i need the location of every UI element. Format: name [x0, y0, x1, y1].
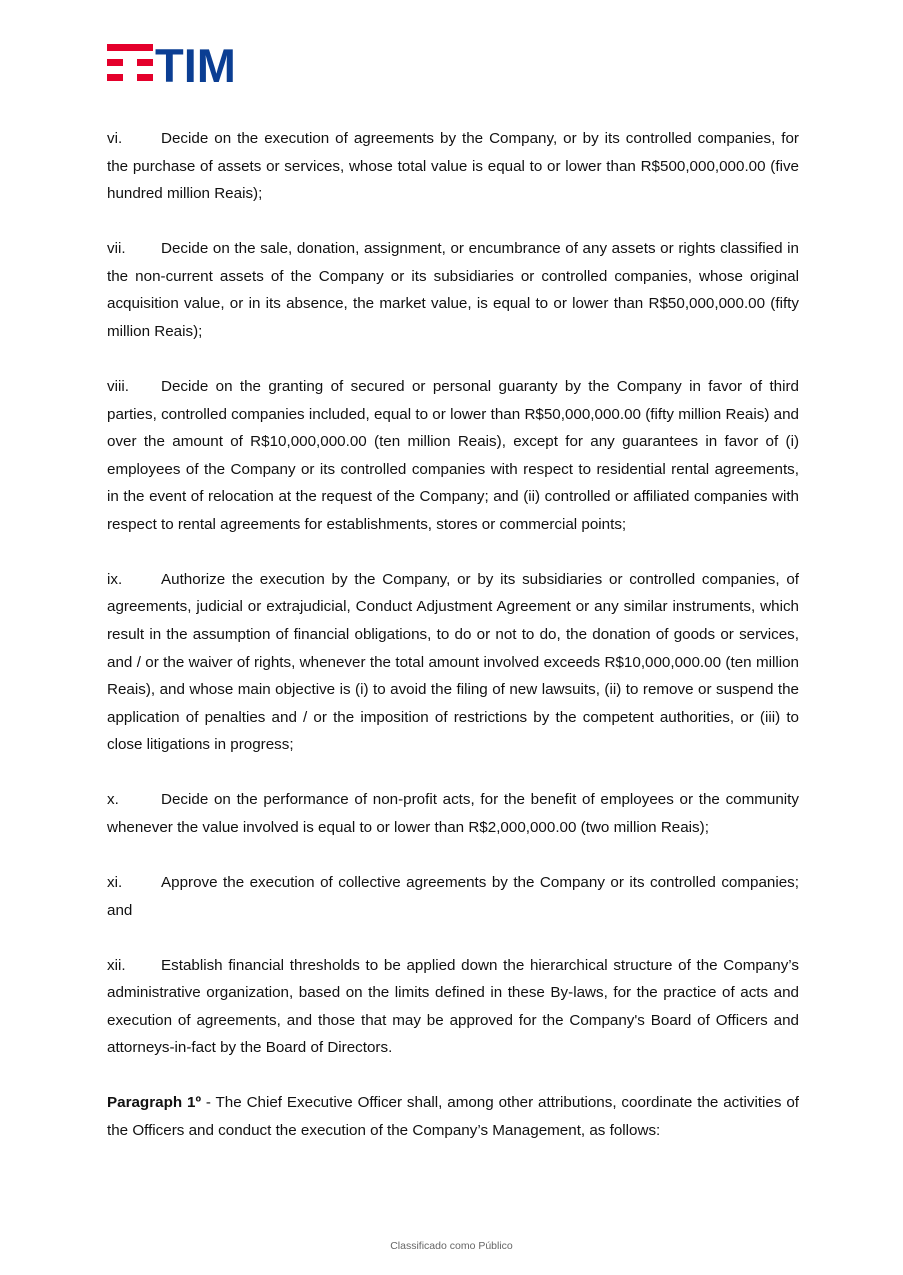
- item-number: vi.: [107, 130, 123, 147]
- list-item-ix: [107, 566, 799, 759]
- logo-text: TIM: [155, 43, 236, 85]
- item-text: Decide on the execution of agreements by the Company, or by its controlled companies, for the purchase of assets or services, whose total value is equal to or lower than R$500,000,000.00 (five hundred million Reais);: [107, 130, 799, 203]
- list-item-vi: [107, 125, 799, 208]
- item-number: ix.: [107, 570, 123, 588]
- item-text: Decide on the granting of secured or personal guaranty by the Company in favor of third parties, controlled companies included, equal to or lower than R$50,000,000.00 (fifty million Reais) and over the amount of R$10,000,000.00 (ten million Reais), except for any guarantees in favor of (i) employees of the Company or its controlled companies with respect to residential rental agreements, in the event of relocation at the request of the Company; and (ii) controlled or affiliated companies with respect to rental agreements for establishments, stores or commercial points;: [107, 377, 799, 533]
- list-item-vii: [107, 235, 799, 345]
- classification-footer: Classificado como Público: [390, 1240, 513, 1252]
- paragraph-1: [107, 1089, 799, 1144]
- list-item-xii: [107, 952, 799, 1062]
- item-number: xii.: [107, 956, 126, 974]
- item-text: Decide on the performance of non-profit acts, for the benefit of employees or the community whenever the value involved is equal to or lower than R$2,000,000.00 (two million Reais);: [107, 791, 799, 837]
- tim-logo: [107, 43, 257, 85]
- item-number: xi.: [107, 874, 123, 892]
- item-text: Approve the execution of collective agreements by the Company or its controlled companies; and: [107, 874, 799, 919]
- list-item-viii: [107, 373, 799, 539]
- list-item-xi: [107, 869, 799, 924]
- paragraph-text: - The Chief Executive Officer shall, among other attributions, coordinate the activities of the Officers and conduct the execution of the Company’s Management, as follows:: [107, 1094, 799, 1139]
- document-body: [107, 125, 799, 1172]
- item-number: viii.: [107, 377, 129, 395]
- item-text: Authorize the execution by the Company, or by its subsidiaries or controlled companies, of agreements, judicial or extrajudicial, Conduct Adjustment Agreement or any similar instruments, which result in the assumption of financial obligations, to do or not to do, the donation of goods or services, and / or the waiver of rights, whenever the total amount involved exceeds R$10,000,000.00 (ten million Reais), and whose main objective is (i) to avoid the filing of new lawsuits, (ii) to remove or suspend the application of penalties and / or the imposition of restrictions by the competent authorities, or (iii) to close litigations in progress;: [107, 570, 799, 754]
- list-item-x: [107, 786, 799, 841]
- tim-logo-icon: [107, 43, 257, 85]
- paragraph-label: Paragraph 1º: [107, 1094, 201, 1112]
- item-text: Establish financial thresholds to be applied down the hierarchical structure of the Company’s administrative organization, based on the limits defined in these By-laws, for the practice of acts and execution of agreements, and those that may be approved for the Company's Board of Officers and attorneys-in-fact by the Board of Directors.: [107, 956, 799, 1057]
- item-number: x.: [107, 791, 119, 809]
- item-number: vii.: [107, 240, 126, 258]
- item-text: Decide on the sale, donation, assignment, or encumbrance of any assets or rights classified in the non-current assets of the Company or its subsidiaries or controlled companies, whose original acquisition value, or in its absence, the market value, is equal to or lower than R$50,000,000.00 (fifty million Reais);: [107, 240, 799, 340]
